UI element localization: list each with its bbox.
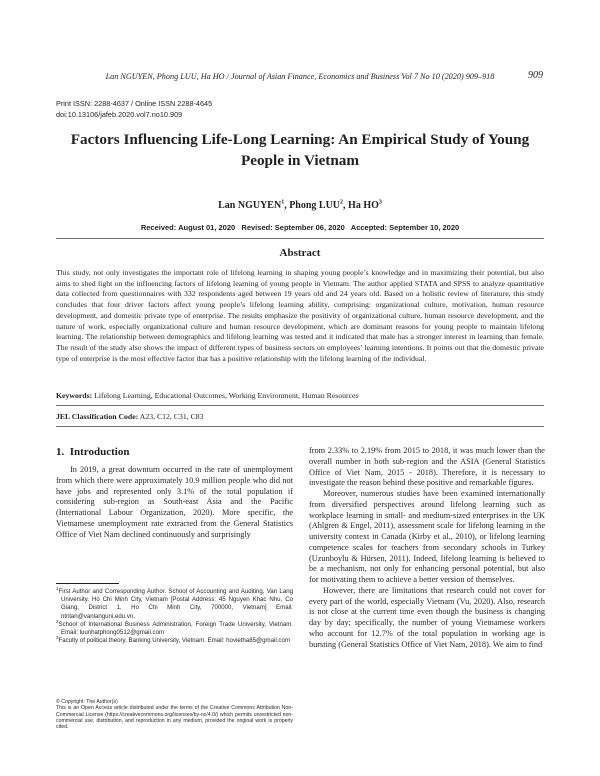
issn-line: Print ISSN: 2288-4637 / Online ISSN 2288-4645 — [56, 99, 213, 108]
divider-jel — [56, 426, 544, 427]
paragraph: from 2.33% to 2.19% from 2015 to 2018, it was much lower than the overall number in both sub-region and the ASIA (General Statistics Office of Viet Nam, 2015 - 2018). Therefore, it is necessary to investigate the reason behind these positive and remarkable figures. — [309, 446, 545, 488]
keywords-label: Keywords: — [56, 391, 93, 400]
author-name: Phong LUU — [289, 200, 341, 211]
right-column — [309, 446, 545, 650]
author-separator: , — [284, 200, 290, 211]
abstract-body: This study, not only investigates the important role of lifelong learning in shaping young people’s knowledge and in maximizing their potential, but also aims to shed light on the influencing factors of lifelong learning of young people in Vietnam. The author applied STATA and SPSS to analyze quantitative data collected from questionnaires with 332 respondents aged between 19 years old and 24 years old. Based on a holistic review of literature, this study concludes that four driver factors affect young people’s lifelong learning ability, comprising: organizational culture, motivation, human resource development, and domestic private type of enterprise. The results emphasize the positivity of organizational culture, human resource development, and the nature of work, especially organizational culture and human resource development, which are dominant reasons for young people to maintain lifelong learning. The relationship between demographics and lifelong learning was tested and it indicated that male has a stronger interest in learning than female. The result of the study also shows the impact of different types of business sectors on employees’ learning intentions. It points out that the domestic private type of enterprise is the most effective factor that has a positive relationship with the lifelong learning of the individual. — [56, 268, 544, 363]
license-text: This is an Open Access article distributed under the terms of the Creative Commons Attribution Non-Commercial License (https://creativecommons.org/licenses/by-nc/4.0/) which permits unrestricted non-commercial use, distribution, and reproduction in any medium, provided the original work is properly cited. — [56, 705, 293, 731]
left-column — [56, 465, 293, 540]
author-affiliation-mark: 1 — [281, 199, 285, 206]
footnote-divider — [56, 583, 119, 584]
paragraph: Moreover, numerous studies have been examined internationally from diversified perspectives around lifelong learning such as workplace learning in small- and medium-sized enterprises in the UK (Ahlgren & Engel, 2011), assessment scale for lifelong learning in the university context in Canada (Kirby et al., 2010), or lifelong learning competence scales for teachers from secondary schools in Turkey (Uzunboylu & Hürsen, 2011). Indeed, lifelong learning is believed to be a mechanism, not only for enhancing personal potential, but also for motivating them to achieve a better version of themselves. — [309, 489, 545, 584]
divider-keywords — [56, 405, 544, 406]
copyright-line: © Copyright: The Author(s) — [56, 699, 118, 705]
footnote-text: Faculty of political theory, Banking University, Vietnam. Email: hovietha85@gmail.com — [58, 637, 290, 645]
footnote-mark: 1 — [56, 585, 59, 591]
author-name: Ha HO — [348, 200, 379, 211]
keywords-value: Lifelong Learning, Educational Outcomes, Working Environment, Human Resources — [92, 391, 359, 400]
issn-block — [56, 99, 212, 120]
submission-dates: Received: August 01, 2020 Revised: September 06, 2020 Accepted: September 10, 2020 — [140, 223, 460, 232]
running-header-citation: Lan NGUYEN, Phong LUU, Ha HO / Journal of Asian Finance, Economics and Business Vol 7 No 10 (2020) 909–918 — [105, 72, 495, 81]
introduction-heading: 1. Introduction — [56, 446, 130, 458]
running-header — [0, 70, 600, 84]
footnotes — [56, 585, 293, 645]
author-list — [56, 200, 544, 211]
footnote-mark: 3 — [56, 635, 59, 641]
footnote-item — [56, 585, 293, 621]
paper-title-line-2: People in Vietnam — [240, 151, 360, 169]
paragraph: In 2019, a great downturn occurred in the rate of unemployment from which there were approximately 10.9 million people who did not have jobs and represented only 3.1% of the total population if considering sub-region as South-east Asia and the Pacific (International Labour Organization, 2020). More specific, the Vietnamese unemployment rate extracted from the General Statistics Office of Viet Nam declined continuously and surprisingly — [56, 465, 293, 539]
footnote-item — [56, 618, 293, 637]
author-separator: , — [343, 200, 349, 211]
divider-top — [56, 238, 544, 239]
author-affiliation-mark: 2 — [340, 199, 344, 206]
paper-title-line-1: Factors Influencing Life-Long Learning: An Empirical Study of Young — [70, 131, 530, 148]
paper-title — [56, 130, 544, 171]
keywords-line — [56, 391, 544, 400]
author-name: Lan NGUYEN — [218, 200, 282, 211]
jel-value: A23, C12, C31, C83 — [138, 412, 204, 421]
doi-line: doi:10.13106/jafeb.2020.vol7.no10.909 — [56, 109, 183, 119]
page-number: 909 — [528, 70, 543, 81]
jel-label: JEL Classification Code: — [56, 412, 139, 421]
paragraph: However, there are limitations that research could not cover for every part of the world, especially Vietnam (Vu, 2020). Also, research is not close at the current time even though the business is changing day by day; specifically, the number of young Vietnamese workers who account for 12.7% of the total population in working age is bursting (General Statistics Office of Viet Nam, 2018). We aim to find — [309, 585, 545, 649]
jel-line — [56, 412, 544, 421]
abstract-heading: Abstract — [279, 247, 321, 259]
footnote-text: First Author and Corresponding Author. School of Accounting and Auditing, Van Lang University, Ho Chi Minh City, Vietnam [Postal Address: 45 Nguyen Khac Nhu, Co Giang, District 1, Ho Chi Minh City, 700000, Vietnam] Email: ntnlan@vanlanguni.edu.vn. — [58, 588, 293, 620]
footnote-mark: 2 — [56, 618, 59, 624]
footnote-text: School of International Business Administration, Foreign Trade University, Vietnam. Email: luunhatphong0512@gmail.com — [58, 620, 293, 637]
author-affiliation-mark: 3 — [378, 199, 382, 206]
copyright-block — [56, 699, 293, 730]
footnote-item — [56, 637, 293, 645]
